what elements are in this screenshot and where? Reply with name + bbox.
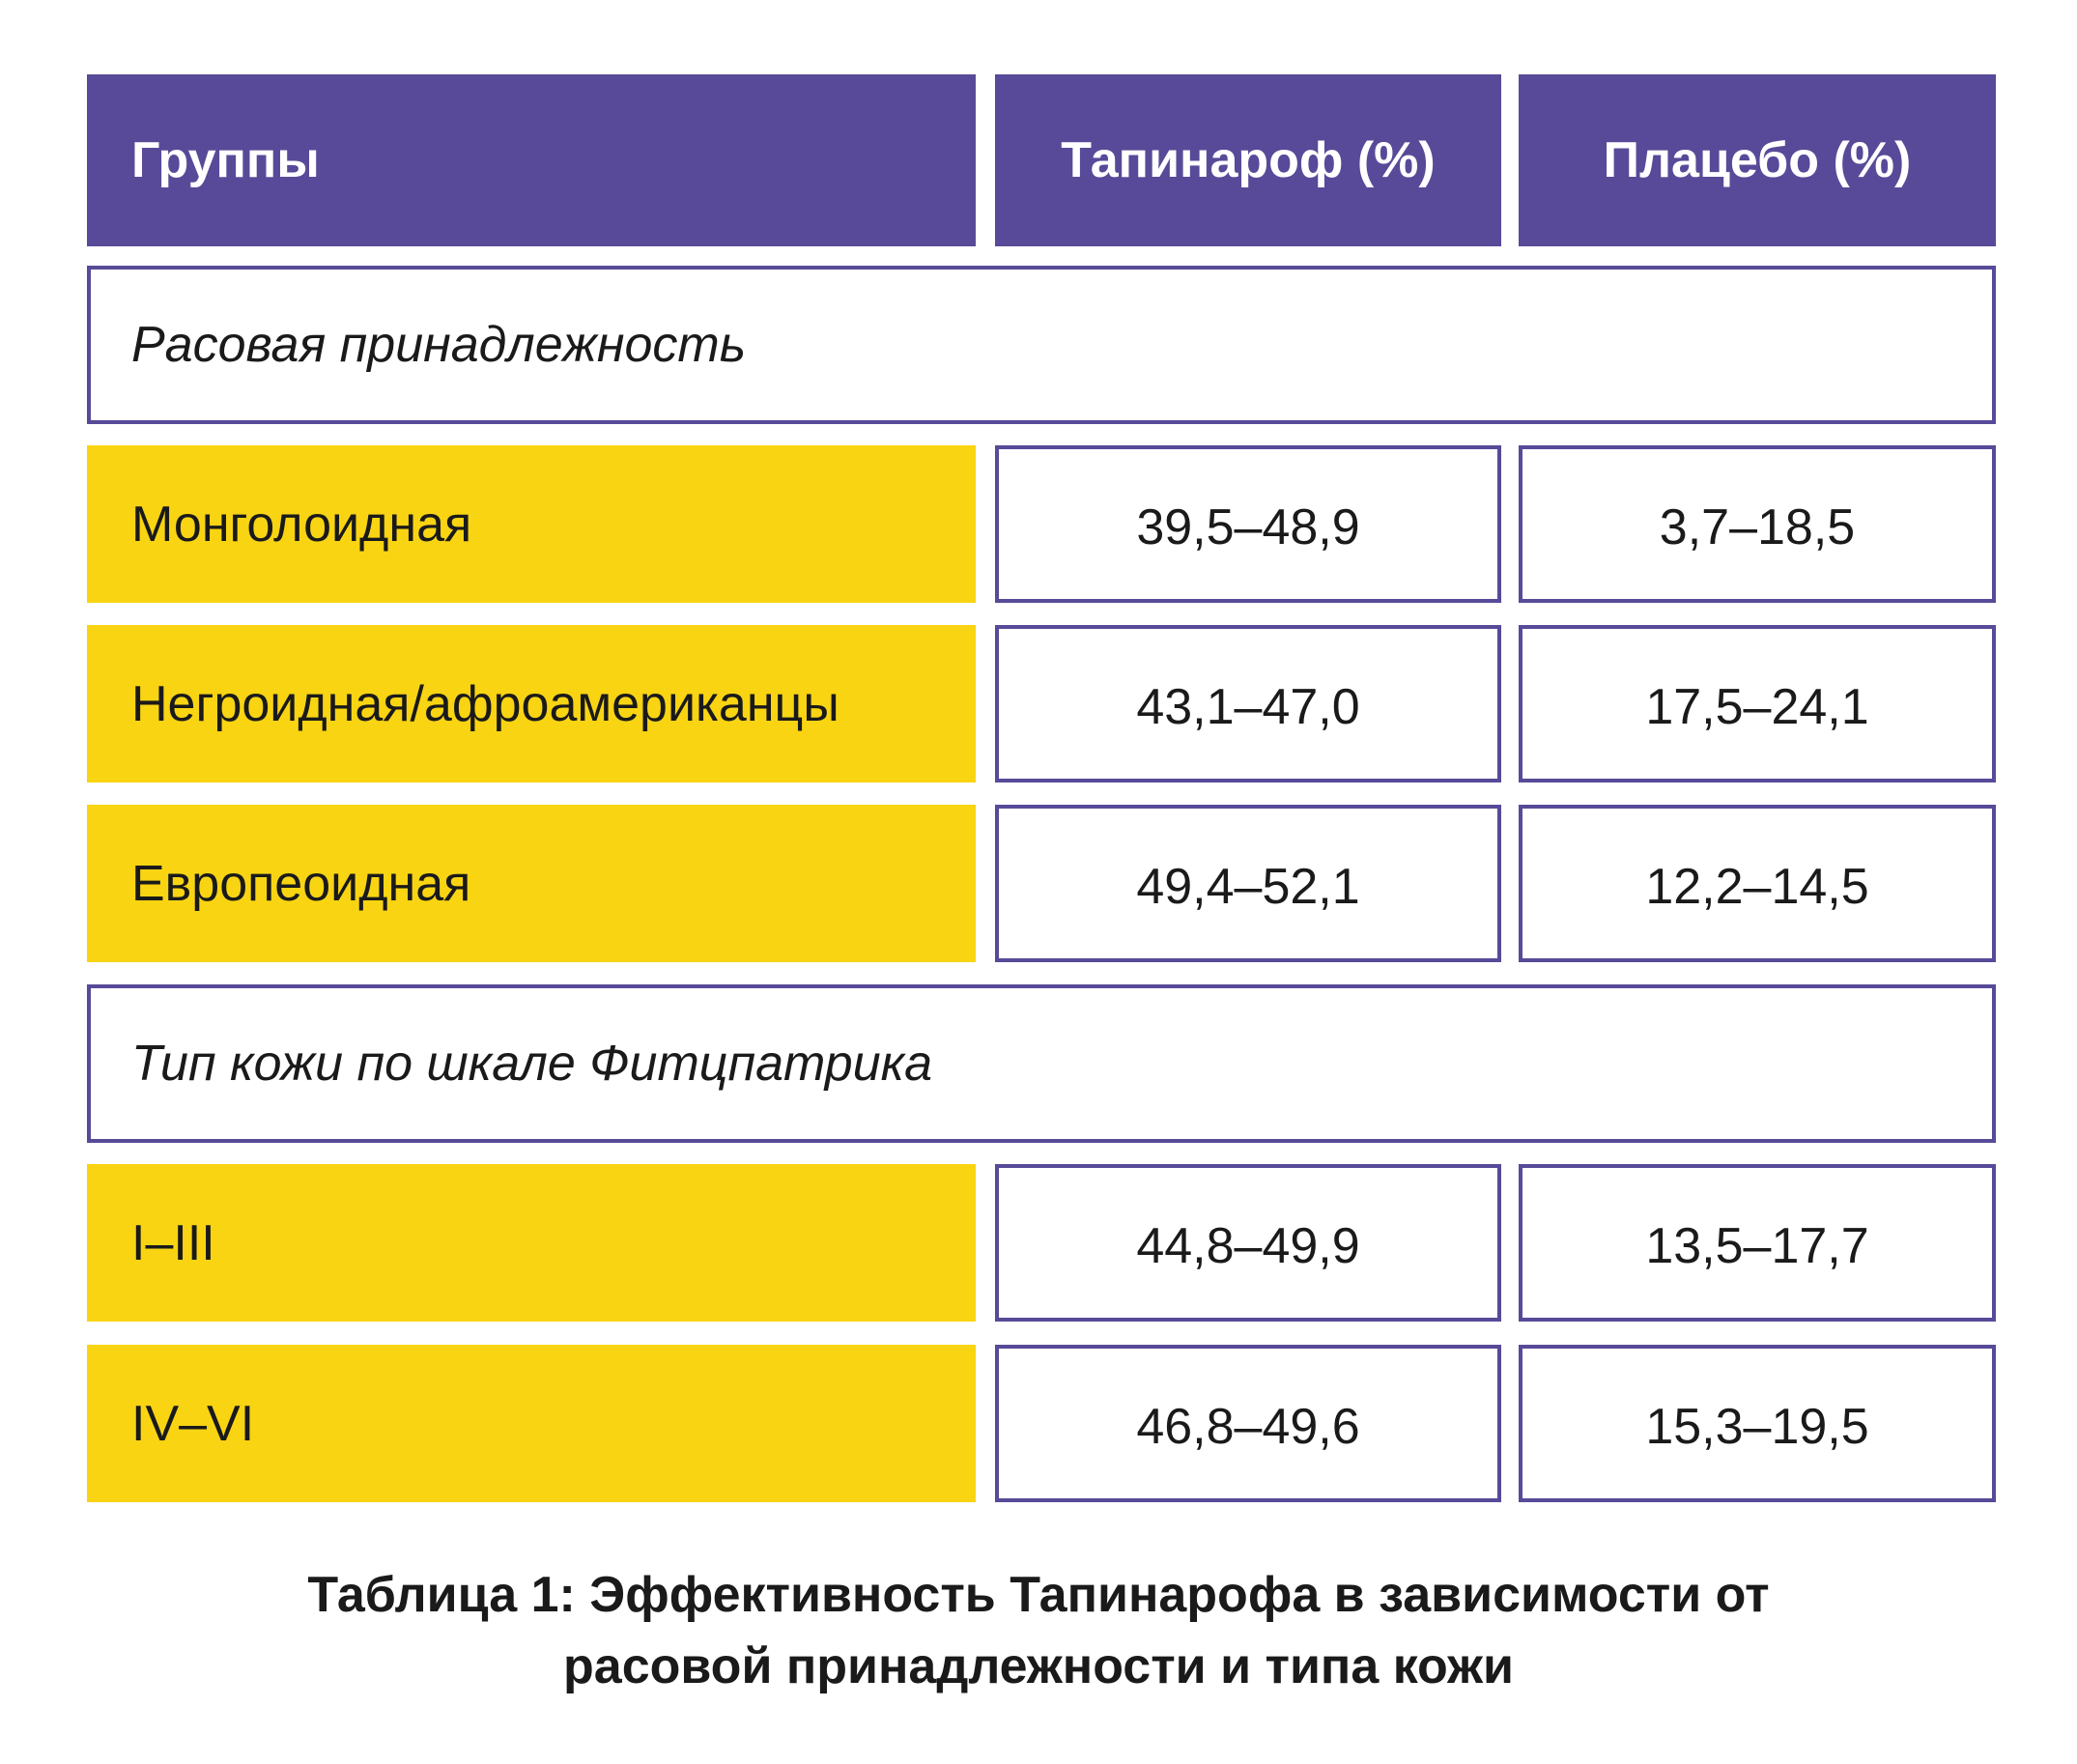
table-cell-placebo: 13,5–17,7 [1519,1164,1996,1322]
table-caption-line-1: Таблица 1: Эффективность Тапинарофа в зависимости от [307,1567,1770,1623]
section-title-skin-type: Тип кожи по шкале Фитцпатрика [87,984,1996,1143]
table-row-group: IV–VI [87,1345,976,1502]
table-cell-tapinarof: 44,8–49,9 [995,1164,1501,1322]
table-row-group: Негроидная/афроамериканцы [87,625,976,782]
table-cell-placebo: 17,5–24,1 [1519,625,1996,782]
table-cell-placebo: 15,3–19,5 [1519,1345,1996,1502]
table-row-group: I–III [87,1164,976,1322]
table-cell-tapinarof: 46,8–49,6 [995,1345,1501,1502]
table-cell-tapinarof: 43,1–47,0 [995,625,1501,782]
header-groups: Группы [87,74,976,246]
header-tapinarof: Тапинароф (%) [995,74,1501,246]
table-row-group: Монголоидная [87,445,976,603]
header-placebo: Плацебо (%) [1519,74,1996,246]
section-title-race: Расовая принадлежность [87,266,1996,424]
table-caption [0,1559,2077,1702]
table-cell-placebo: 12,2–14,5 [1519,805,1996,962]
table-row-group: Европеоидная [87,805,976,962]
table-cell-placebo: 3,7–18,5 [1519,445,1996,603]
table-cell-tapinarof: 39,5–48,9 [995,445,1501,603]
table-caption-line-2: расовой принадлежности и типа кожи [563,1638,1514,1694]
table-cell-tapinarof: 49,4–52,1 [995,805,1501,962]
